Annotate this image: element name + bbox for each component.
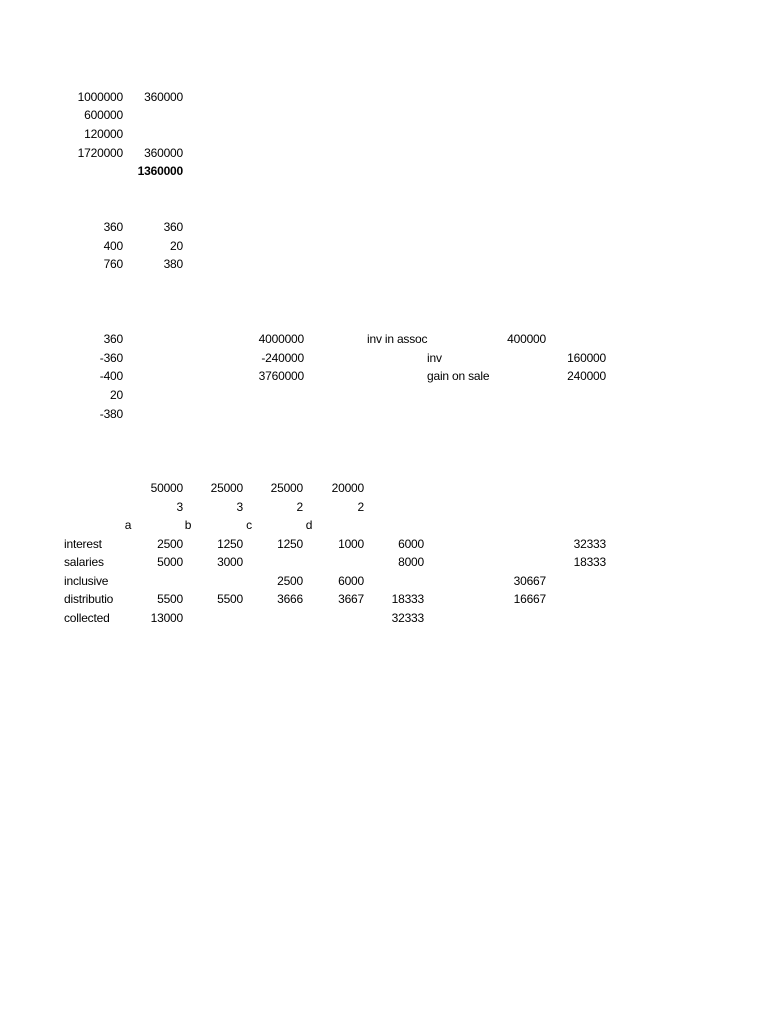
row-label-distribution: distributio bbox=[64, 592, 114, 606]
cell: -400 bbox=[99, 369, 123, 383]
cell: 32333 bbox=[391, 611, 424, 625]
cell: 8000 bbox=[398, 555, 424, 569]
cell: -240000 bbox=[261, 351, 304, 365]
cell: -380 bbox=[99, 407, 123, 421]
cell: 360000 bbox=[144, 146, 183, 160]
cell: 360 bbox=[163, 220, 183, 234]
journal-label: inv in assoc bbox=[367, 332, 428, 346]
capital-c: 25000 bbox=[270, 481, 303, 495]
ratio-b: 3 bbox=[236, 500, 243, 514]
cell-total: 1360000 bbox=[137, 164, 183, 178]
cell: 3667 bbox=[338, 592, 364, 606]
journal-debit: 400000 bbox=[507, 332, 546, 346]
cell: 32333 bbox=[573, 537, 606, 551]
cell: 360000 bbox=[144, 90, 183, 104]
cell: 2500 bbox=[157, 537, 183, 551]
cell: 18333 bbox=[573, 555, 606, 569]
row-label-inclusive: inclusive bbox=[64, 574, 109, 588]
cell: 1250 bbox=[277, 537, 303, 551]
cell: 6000 bbox=[338, 574, 364, 588]
cell: 18333 bbox=[391, 592, 424, 606]
cell: 760 bbox=[103, 257, 123, 271]
partner-d: d bbox=[305, 518, 313, 532]
ratio-d: 2 bbox=[357, 500, 364, 514]
capital-d: 20000 bbox=[331, 481, 364, 495]
cell: 360 bbox=[103, 220, 123, 234]
cell: 5500 bbox=[157, 592, 183, 606]
cell: 360 bbox=[103, 332, 123, 346]
cell: 5000 bbox=[157, 555, 183, 569]
journal-label: inv bbox=[427, 351, 442, 365]
partner-c: c bbox=[246, 518, 252, 532]
partner-b: b bbox=[184, 518, 192, 532]
cell: 4000000 bbox=[258, 332, 304, 346]
journal-credit: 160000 bbox=[567, 351, 606, 365]
cell: 1250 bbox=[217, 537, 243, 551]
cell: 3000 bbox=[217, 555, 243, 569]
cell: 16667 bbox=[513, 592, 546, 606]
cell: 30667 bbox=[513, 574, 546, 588]
cell: 2500 bbox=[277, 574, 303, 588]
cell: 13000 bbox=[150, 611, 183, 625]
cell: 20 bbox=[170, 239, 183, 253]
journal-label: gain on sale bbox=[427, 369, 490, 383]
cell: 3760000 bbox=[258, 369, 304, 383]
cell: 20 bbox=[110, 388, 123, 402]
ratio-c: 2 bbox=[296, 500, 303, 514]
capital-b: 25000 bbox=[210, 481, 243, 495]
ratio-a: 3 bbox=[176, 500, 183, 514]
partner-a: a bbox=[124, 518, 132, 532]
cell: 3666 bbox=[277, 592, 303, 606]
cell: 1000 bbox=[338, 537, 364, 551]
cell: 5500 bbox=[217, 592, 243, 606]
cell: 120000 bbox=[84, 127, 123, 141]
row-label-collected: collected bbox=[64, 611, 110, 625]
cell: 600000 bbox=[84, 108, 123, 122]
capital-a: 50000 bbox=[150, 481, 183, 495]
cell: 1720000 bbox=[77, 146, 123, 160]
row-label-interest: interest bbox=[64, 537, 102, 551]
cell: 400 bbox=[103, 239, 123, 253]
cell: 1000000 bbox=[77, 90, 123, 104]
cell: 6000 bbox=[398, 537, 424, 551]
cell: 380 bbox=[163, 257, 183, 271]
cell: -360 bbox=[99, 351, 123, 365]
journal-credit: 240000 bbox=[567, 369, 606, 383]
row-label-salaries: salaries bbox=[64, 555, 104, 569]
